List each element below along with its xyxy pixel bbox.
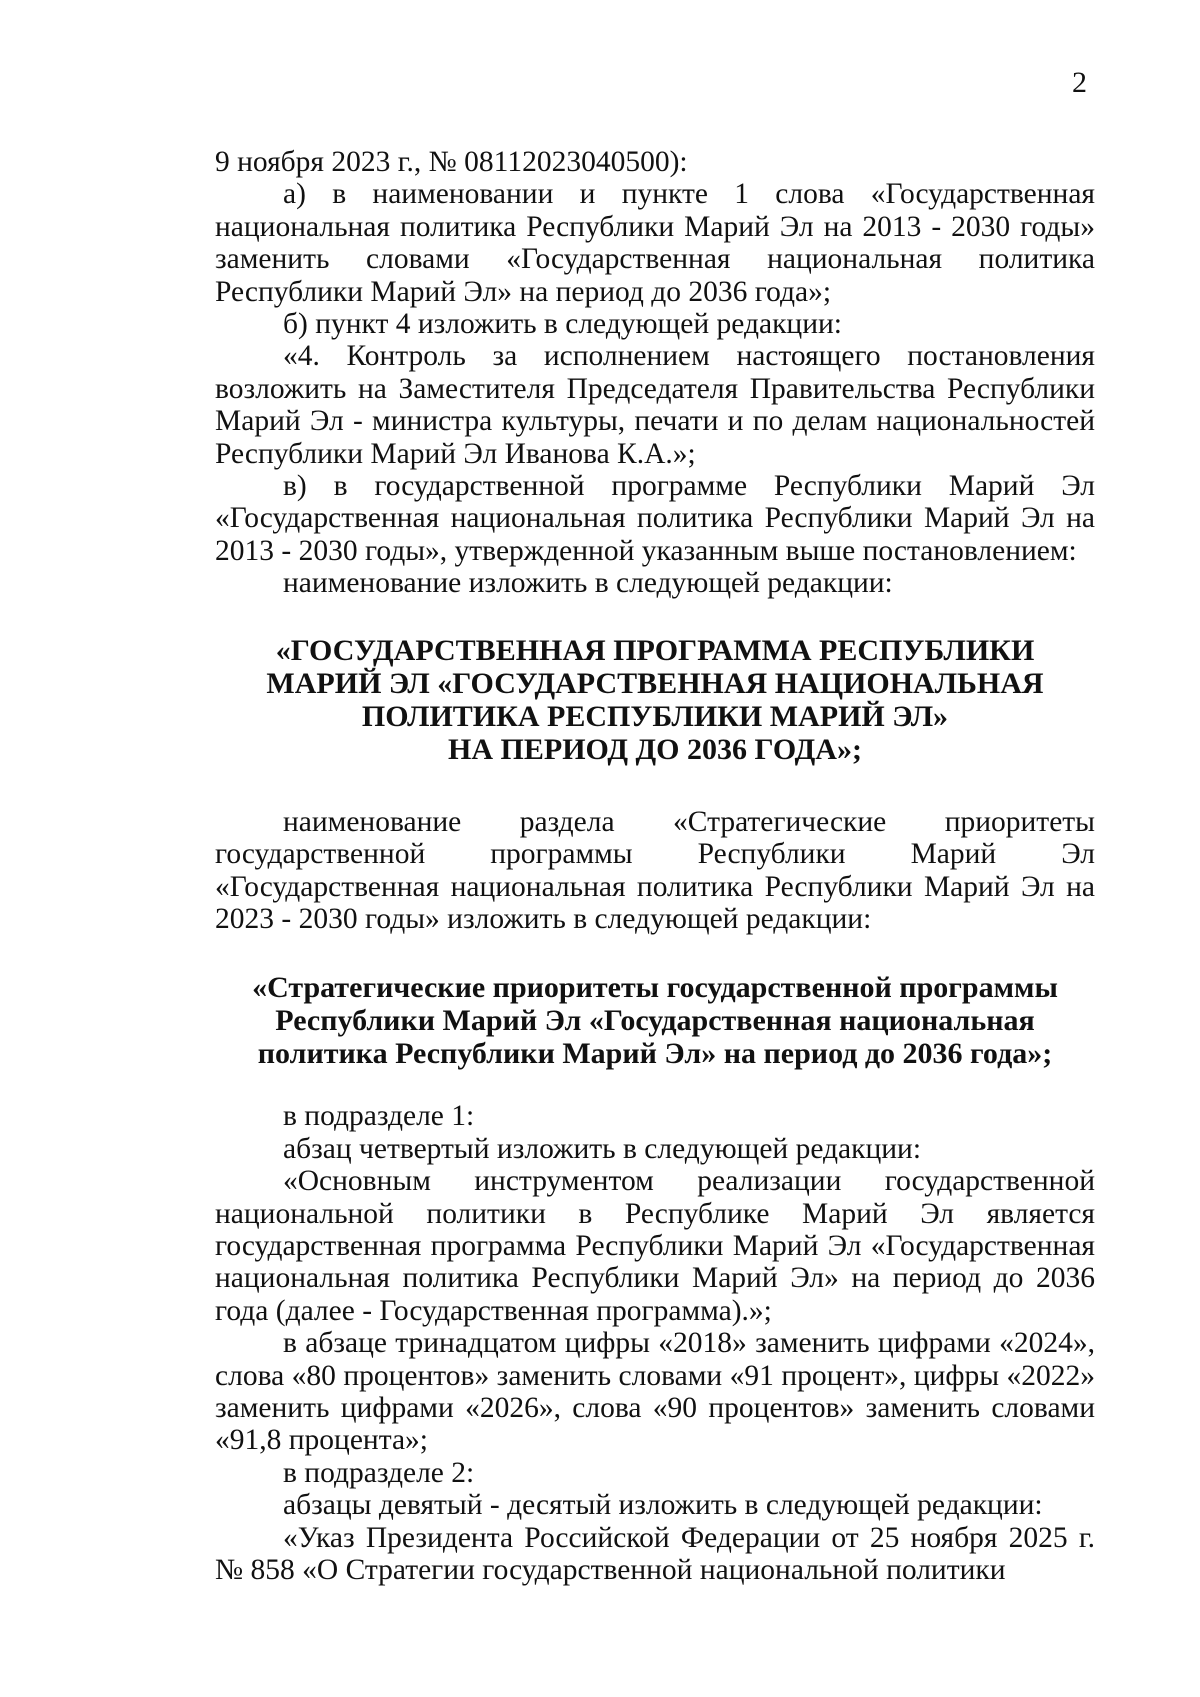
program-title-line: НА ПЕРИОД ДО 2036 ГОДА»; [448,732,862,766]
paragraph-name-intro: наименование изложить в следующей редакции: [283,567,893,600]
strategic-priorities-title [215,971,1095,1070]
paragraph-section-name: наименование раздела «Стратегические приоритеты государственной программы Республики Марий Эл «Государственная национальная политика Республики Марий Эл на 2023 - 2030 годы» изложить в следующей редакции: [215,805,1095,935]
paragraph-abzac-4: абзац четвертый изложить в следующей редакции: [283,1132,922,1165]
document-body [215,146,1095,1586]
paragraph-item-a: а) в наименовании и пункте 1 слова «Государственная национальная политика Республики Марий Эл на 2013 - 2030 годы» заменить словами «Государственная национальная политика Республики Марий Эл» на период до 2036 года»; [215,178,1095,308]
program-title-line: МАРИЙ ЭЛ «ГОСУДАРСТВЕННАЯ НАЦИОНАЛЬНАЯ [266,666,1044,700]
program-title-line: «ГОСУДАРСТВЕННАЯ ПРОГРАММА РЕСПУБЛИКИ [275,633,1035,667]
paragraph-continuation: 9 ноября 2023 г., № 08112023040500): [215,146,688,178]
program-title [215,634,1095,766]
paragraph-quote-4: «4. Контроль за исполнением настоящего постановления возложить на Заместителя Председателя Правительства Республики Марий Эл - министра культуры, печати и по делам национальностей Республики Марий Эл Иванова К.А.»; [215,340,1095,470]
strategic-title-line: Республики Марий Эл «Государственная национальная [275,1004,1035,1038]
paragraph-abzac-13: в абзаце тринадцатом цифры «2018» заменить цифрами «2024», слова «80 процентов» заменить словами «91 процент», цифры «2022» заменить цифрами «2026», слова «90 процентов» заменить словами «91,8 процента»; [215,1327,1095,1457]
paragraph-item-b: б) пункт 4 изложить в следующей редакции: [283,308,842,341]
paragraph-item-v: в) в государственной программе Республики Марий Эл «Государственная национальная политика Республики Марий Эл на 2013 - 2030 годы», утвержденной указанным выше постановлением: [215,470,1095,567]
strategic-title-line: «Стратегические приоритеты государственной программы [252,971,1058,1005]
paragraph-abzac-9-10: абзацы девятый - десятый изложить в следующей редакции: [283,1489,1043,1522]
strategic-title-line: политика Республики Марий Эл» на период до 2036 года»; [257,1037,1053,1071]
paragraph-decree: «Указ Президента Российской Федерации от 25 ноября 2025 г. № 858 «О Стратегии государственной национальной политики [215,1521,1095,1586]
paragraph-main-instrument: «Основным инструментом реализации государственной национальной политики в Республике Марий Эл является государственная программа Республики Марий Эл «Государственная национальная политика Республики Марий Эл» на период до 2036 года (далее - Государственная программа).»; [215,1165,1095,1327]
page-number: 2 [1072,66,1087,99]
program-title-line: ПОЛИТИКА РЕСПУБЛИКИ МАРИЙ ЭЛ» [361,699,949,733]
paragraph-subsection-2: в подразделе 2: [283,1456,475,1489]
paragraph-subsection-1: в подразделе 1: [283,1100,475,1133]
